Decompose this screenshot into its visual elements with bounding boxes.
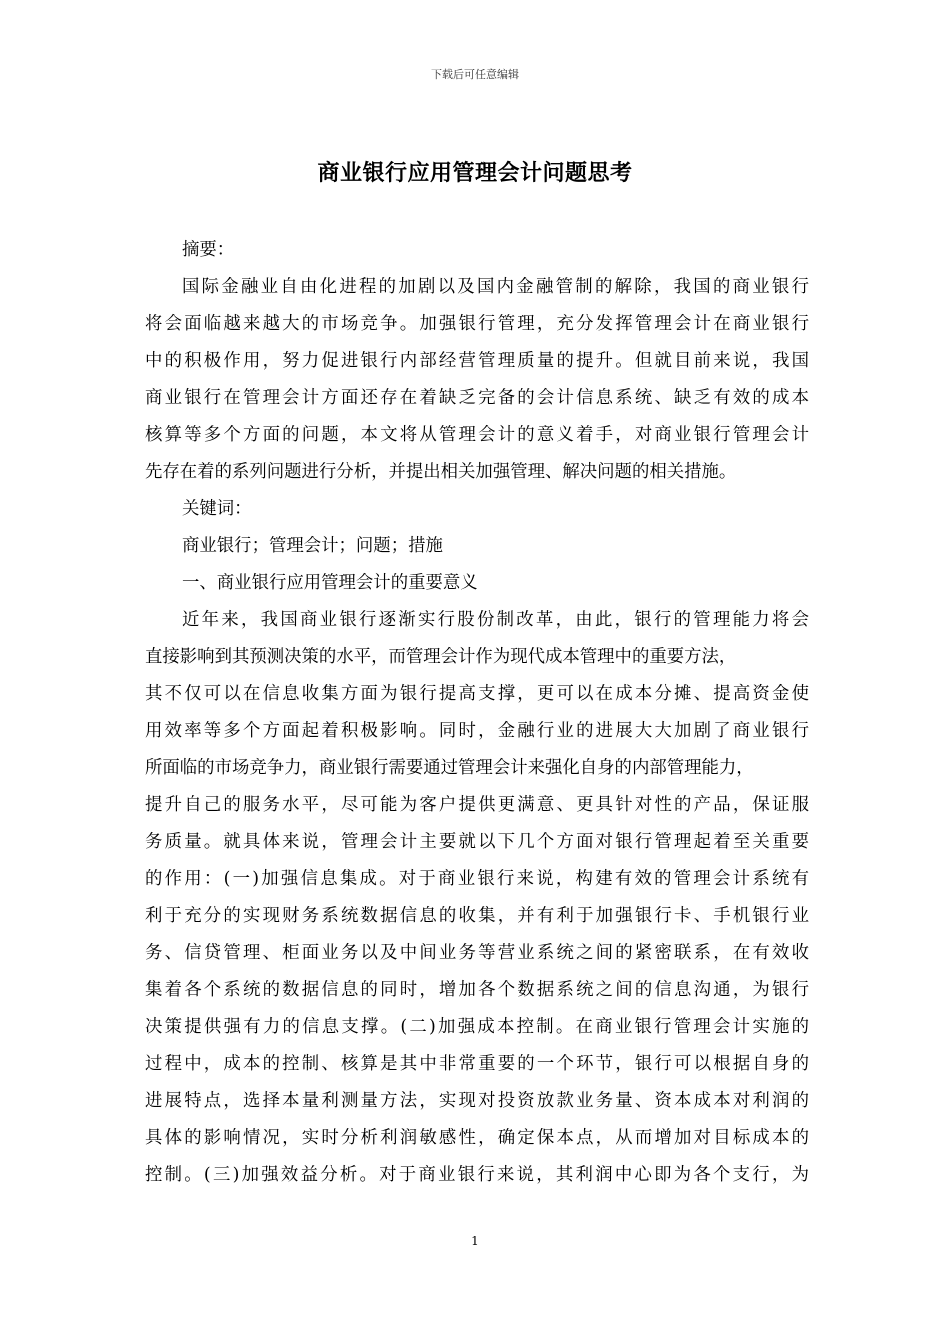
paragraph-line: 商业银行在管理会计方面还存在着缺乏完备的会计信息系统、缺乏有效的成本 bbox=[145, 388, 809, 408]
paragraph-line: 务质量。就具体来说，管理会计主要就以下几个方面对银行管理起着至关重要 bbox=[145, 832, 809, 852]
paragraph-line: 直接影响到其预测决策的水平，而管理会计作为现代成本管理中的重要方法， bbox=[145, 647, 737, 667]
paragraph-line: 核算等多个方面的问题，本文将从管理会计的意义着手，对商业银行管理会计 bbox=[145, 425, 809, 445]
paragraph-line: 集着各个系统的数据信息的同时，增加各个数据系统之间的信息沟通，为银行 bbox=[145, 980, 809, 1000]
page-number: 1 bbox=[471, 1234, 479, 1248]
paragraph-line: 将会面临越来越大的市场竞争。加强银行管理，充分发挥管理会计在商业银行 bbox=[145, 314, 809, 334]
paragraph-line: 过程中，成本的控制、核算是其中非常重要的一个环节，银行可以根据自身的 bbox=[145, 1054, 809, 1074]
paragraph-line: 务、信贷管理、柜面业务以及中间业务等营业系统之间的紧密联系，在有效收 bbox=[145, 943, 809, 963]
abstract-label: 摘要： bbox=[182, 240, 235, 260]
page-header: 下载后可任意编辑 bbox=[431, 68, 519, 81]
paragraph-line: 所面临的市场竞争力，商业银行需要通过管理会计来强化自身的内部管理能力， bbox=[145, 758, 754, 778]
paragraph-line: 进展特点，选择本量利测量方法，实现对投资放款业务量、资本成本对利润的 bbox=[145, 1091, 809, 1111]
document-body bbox=[145, 232, 809, 1194]
keywords-list: 商业银行；管理会计；问题；措施 bbox=[182, 536, 443, 556]
paragraph-line: 利于充分的实现财务系统数据信息的收集，并有利于加强银行卡、手机银行业 bbox=[145, 906, 809, 926]
document-title: 商业银行应用管理会计问题思考 bbox=[317, 160, 633, 186]
paragraph-line: 具体的影响情况，实时分析利润敏感性，确定保本点，从而增加对目标成本的 bbox=[145, 1128, 809, 1148]
paragraph-line: 近年来，我国商业银行逐渐实行股份制改革，由此，银行的管理能力将会 bbox=[182, 610, 809, 630]
paragraph-line: 国际金融业自由化进程的加剧以及国内金融管制的解除，我国的商业银行 bbox=[182, 277, 809, 297]
paragraph-line: 用效率等多个方面起着积极影响。同时，金融行业的进展大大加剧了商业银行 bbox=[145, 721, 809, 741]
paragraph-line: 中的积极作用，努力促进银行内部经营管理质量的提升。但就目前来说，我国 bbox=[145, 351, 809, 371]
paragraph-line: 决策提供强有力的信息支撑。(二)加强成本控制。在商业银行管理会计实施的 bbox=[145, 1017, 809, 1037]
paragraph-line: 控制。(三)加强效益分析。对于商业银行来说，其利润中心即为各个支行，为 bbox=[145, 1165, 809, 1185]
keywords-label: 关键词： bbox=[182, 499, 252, 519]
paragraph-line: 提升自己的服务水平，尽可能为客户提供更满意、更具针对性的产品，保证服 bbox=[145, 795, 809, 815]
section-heading: 一、商业银行应用管理会计的重要意义 bbox=[182, 573, 478, 593]
paragraph-line: 其不仅可以在信息收集方面为银行提高支撑，更可以在成本分摊、提高资金使 bbox=[145, 684, 809, 704]
paragraph-line: 先存在着的系列问题进行分析，并提出相关加强管理、解决问题的相关措施。 bbox=[145, 462, 737, 482]
paragraph-line: 的作用：(一)加强信息集成。对于商业银行来说，构建有效的管理会计系统有 bbox=[145, 869, 809, 889]
